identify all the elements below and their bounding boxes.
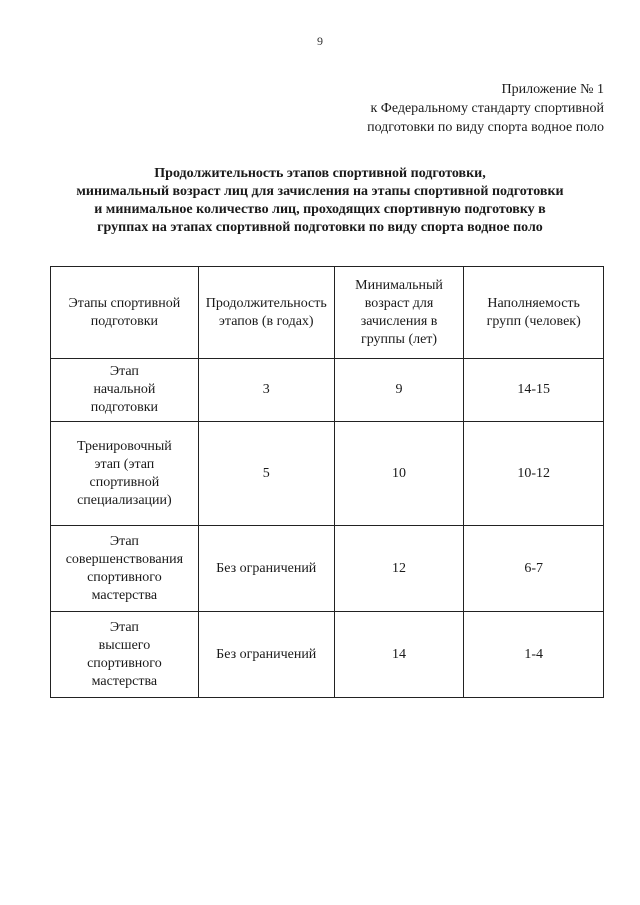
stage-line: спортивного bbox=[87, 655, 162, 671]
cell-duration: 5 bbox=[198, 422, 334, 526]
table-row bbox=[51, 422, 604, 526]
header-line: зачисления в bbox=[360, 313, 438, 329]
cell-min-age: 9 bbox=[334, 359, 464, 422]
stage-line: Этап bbox=[109, 364, 139, 379]
cell-group-size: 10-12 bbox=[464, 422, 604, 526]
stage-line: подготовки bbox=[90, 400, 159, 415]
header-line: Этапы спортивной bbox=[68, 295, 181, 311]
stage-line: Тренировочный bbox=[76, 438, 172, 454]
appendix-line: к Федеральному стандарту спортивной bbox=[370, 101, 604, 116]
document-title bbox=[40, 165, 600, 237]
header-line: групп (человек) bbox=[486, 313, 581, 329]
stage-line: мастерства bbox=[91, 673, 158, 689]
stage-line: совершенствования bbox=[65, 551, 184, 567]
cell-group-size: 6-7 bbox=[464, 526, 604, 612]
stages-table bbox=[50, 266, 604, 698]
header-group-size bbox=[464, 267, 604, 359]
header-line: возраст для bbox=[364, 295, 434, 311]
stage-line: спортивного bbox=[87, 569, 162, 585]
title-line: группах на этапах спортивной подготовки по виду спорта водное поло bbox=[97, 220, 543, 235]
header-line: этапов (в годах) bbox=[218, 313, 314, 329]
cell-duration: Без ограничений bbox=[198, 612, 334, 698]
stage-line: этап (этап bbox=[94, 456, 155, 472]
title-line: и минимальное количество лиц, проходящих спортивную подготовку в bbox=[94, 202, 546, 217]
header-stage bbox=[51, 267, 199, 359]
table-row bbox=[51, 359, 604, 422]
stage-line: мастерства bbox=[91, 587, 158, 603]
cell-min-age: 12 bbox=[334, 526, 464, 612]
stage-line: спортивной bbox=[89, 474, 160, 490]
appendix-line: подготовки по виду спорта водное поло bbox=[367, 120, 604, 135]
stage-line: Этап bbox=[109, 533, 139, 549]
cell-group-size: 14-15 bbox=[464, 359, 604, 422]
cell-stage bbox=[51, 422, 199, 526]
stage-line: высшего bbox=[98, 637, 151, 653]
cell-stage bbox=[51, 526, 199, 612]
header-line: подготовки bbox=[90, 313, 159, 329]
stage-line: начальной bbox=[93, 382, 156, 397]
header-line: группы (лет) bbox=[361, 331, 438, 347]
title-line: минимальный возраст лиц для зачисления на этапы спортивной подготовки bbox=[76, 184, 564, 199]
cell-stage bbox=[51, 359, 199, 422]
header-line: Минимальный bbox=[355, 277, 443, 293]
header-line: Наполняемость bbox=[487, 295, 580, 311]
cell-duration: 3 bbox=[198, 359, 334, 422]
title-line: Продолжительность этапов спортивной подготовки, bbox=[154, 166, 486, 181]
appendix-line: Приложение № 1 bbox=[501, 82, 604, 97]
cell-group-size: 1-4 bbox=[464, 612, 604, 698]
cell-stage bbox=[51, 612, 199, 698]
table-row bbox=[51, 526, 604, 612]
stage-line: специализации) bbox=[77, 492, 172, 508]
cell-duration: Без ограничений bbox=[198, 526, 334, 612]
table-row bbox=[51, 612, 604, 698]
appendix-header bbox=[304, 80, 604, 137]
stage-line: Этап bbox=[109, 619, 139, 635]
header-line: Продолжительность bbox=[205, 295, 327, 311]
cell-min-age: 10 bbox=[334, 422, 464, 526]
header-min-age bbox=[334, 267, 464, 359]
page-number: 9 bbox=[317, 34, 323, 48]
cell-min-age: 14 bbox=[334, 612, 464, 698]
table-header-row bbox=[51, 267, 604, 359]
header-duration bbox=[198, 267, 334, 359]
